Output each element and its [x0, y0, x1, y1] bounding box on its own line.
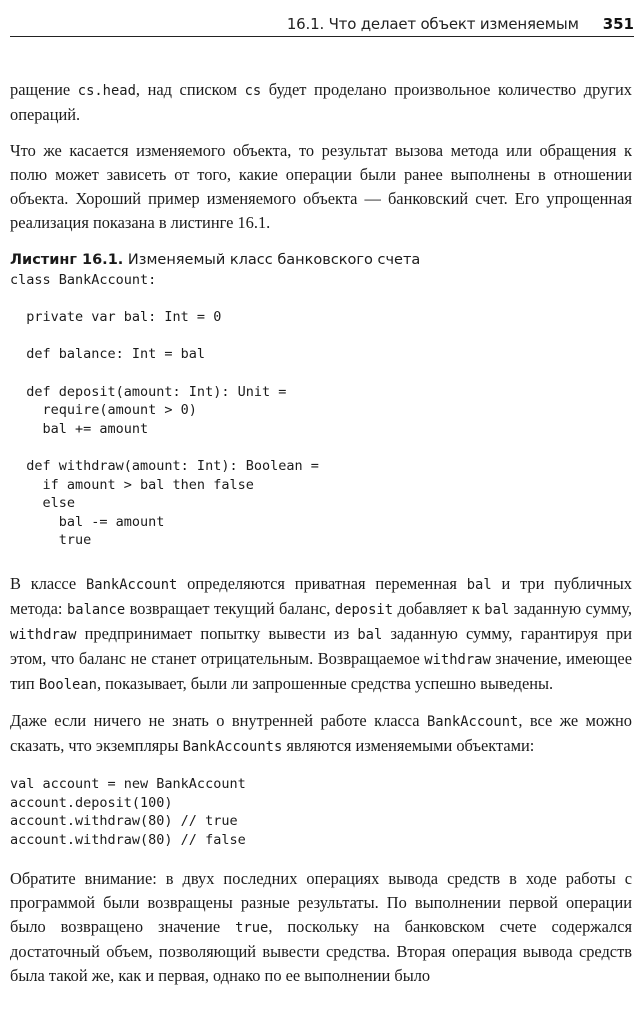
running-title: 16.1. Что делает объект изменяемым	[286, 15, 579, 33]
inline-code: BankAccount	[426, 713, 519, 730]
inline-code: Boolean	[38, 676, 97, 693]
text-run: В классе	[10, 573, 86, 593]
paragraph-2: Что же касается изменяемого объекта, то результат вызова метода или обращения к полю может зависеть от того, какие операции были ранее выполнены в отношении объекта. Хороший пример изменяемого объекта — банковский счет. Его упрощенная реализация показана в листинге 16.1.	[10, 141, 632, 232]
text-run: заданную сумму,	[509, 598, 632, 618]
inline-code: deposit	[334, 601, 394, 618]
text-run: определяются приватная переменная	[177, 573, 467, 593]
inline-code: cs.head	[77, 83, 136, 99]
listing-title: Изменяемый класс банковского счета	[123, 252, 421, 268]
inline-code: withdraw	[424, 651, 491, 668]
text-run: , все же можно сказать, что экземпляры	[10, 710, 632, 755]
paragraph-1	[10, 78, 632, 127]
inline-code: BankAccount	[85, 576, 178, 593]
inline-code: BankAccounts	[182, 738, 283, 755]
listing-code: class BankAccount: private var bal: Int = 0 def balance: Int = bal def deposit(amount: Int): Unit = require(amount > 0) bal += amount def withdraw(amount: Int): Boolean = if amount > bal then false else bal -= amount true	[10, 272, 319, 549]
example-code: val account = new BankAccount account.deposit(100) account.withdraw(80) // true account.withdraw(80) // false	[10, 775, 246, 848]
text-run: предпринимает попытку вывести из	[76, 623, 358, 643]
paragraph-4	[10, 709, 632, 759]
inline-code: withdraw	[10, 626, 77, 643]
text-run: значение, имеющее тип	[10, 648, 632, 693]
text-run: возвращает текущий баланс,	[125, 598, 335, 618]
listing-label: Листинг 16.1.	[10, 252, 124, 268]
inline-code: bal	[484, 601, 510, 618]
listing-caption	[10, 249, 632, 271]
text-run: , поскольку на банковском счете содержался достаточный объем, позволяющий вывести средства. Вторая операция вывода средств была такой же, как и первая, однако по ее выполнении было	[10, 917, 633, 986]
inline-code: bal	[357, 626, 383, 643]
inline-code: cs	[244, 83, 262, 99]
page-body	[10, 78, 632, 988]
paragraph-3	[10, 572, 632, 697]
text-run: , показывает, были ли запрошенные средства успешно выведены.	[96, 673, 554, 693]
running-header	[10, 10, 634, 37]
text-run: добавляет к	[393, 598, 485, 618]
text-run: Даже если ничего не знать о внутренней работе класса	[10, 710, 427, 730]
text-run: ращение	[10, 80, 78, 99]
text-run: являются изменяемыми объектами:	[282, 735, 535, 755]
text-run: и три публичных метода:	[10, 573, 632, 618]
text-run: , над списком	[135, 80, 245, 99]
inline-code: true	[235, 920, 269, 937]
text-run: будет проделано произвольное количество других операций.	[10, 80, 632, 124]
inline-code: balance	[66, 601, 126, 618]
text-run: заданную сумму, гарантируя при этом, что баланс не станет отрицательным. Возвращаемое	[10, 623, 633, 668]
inline-code: bal	[466, 576, 492, 593]
text-run: Обратите внимание: в двух последних операциях вывода средств в ходе работы с программой были возвращены разные результаты. По выполнении первой операции было возвращено значение	[10, 869, 632, 937]
page-number: 351	[602, 15, 634, 33]
paragraph-5	[10, 867, 632, 988]
